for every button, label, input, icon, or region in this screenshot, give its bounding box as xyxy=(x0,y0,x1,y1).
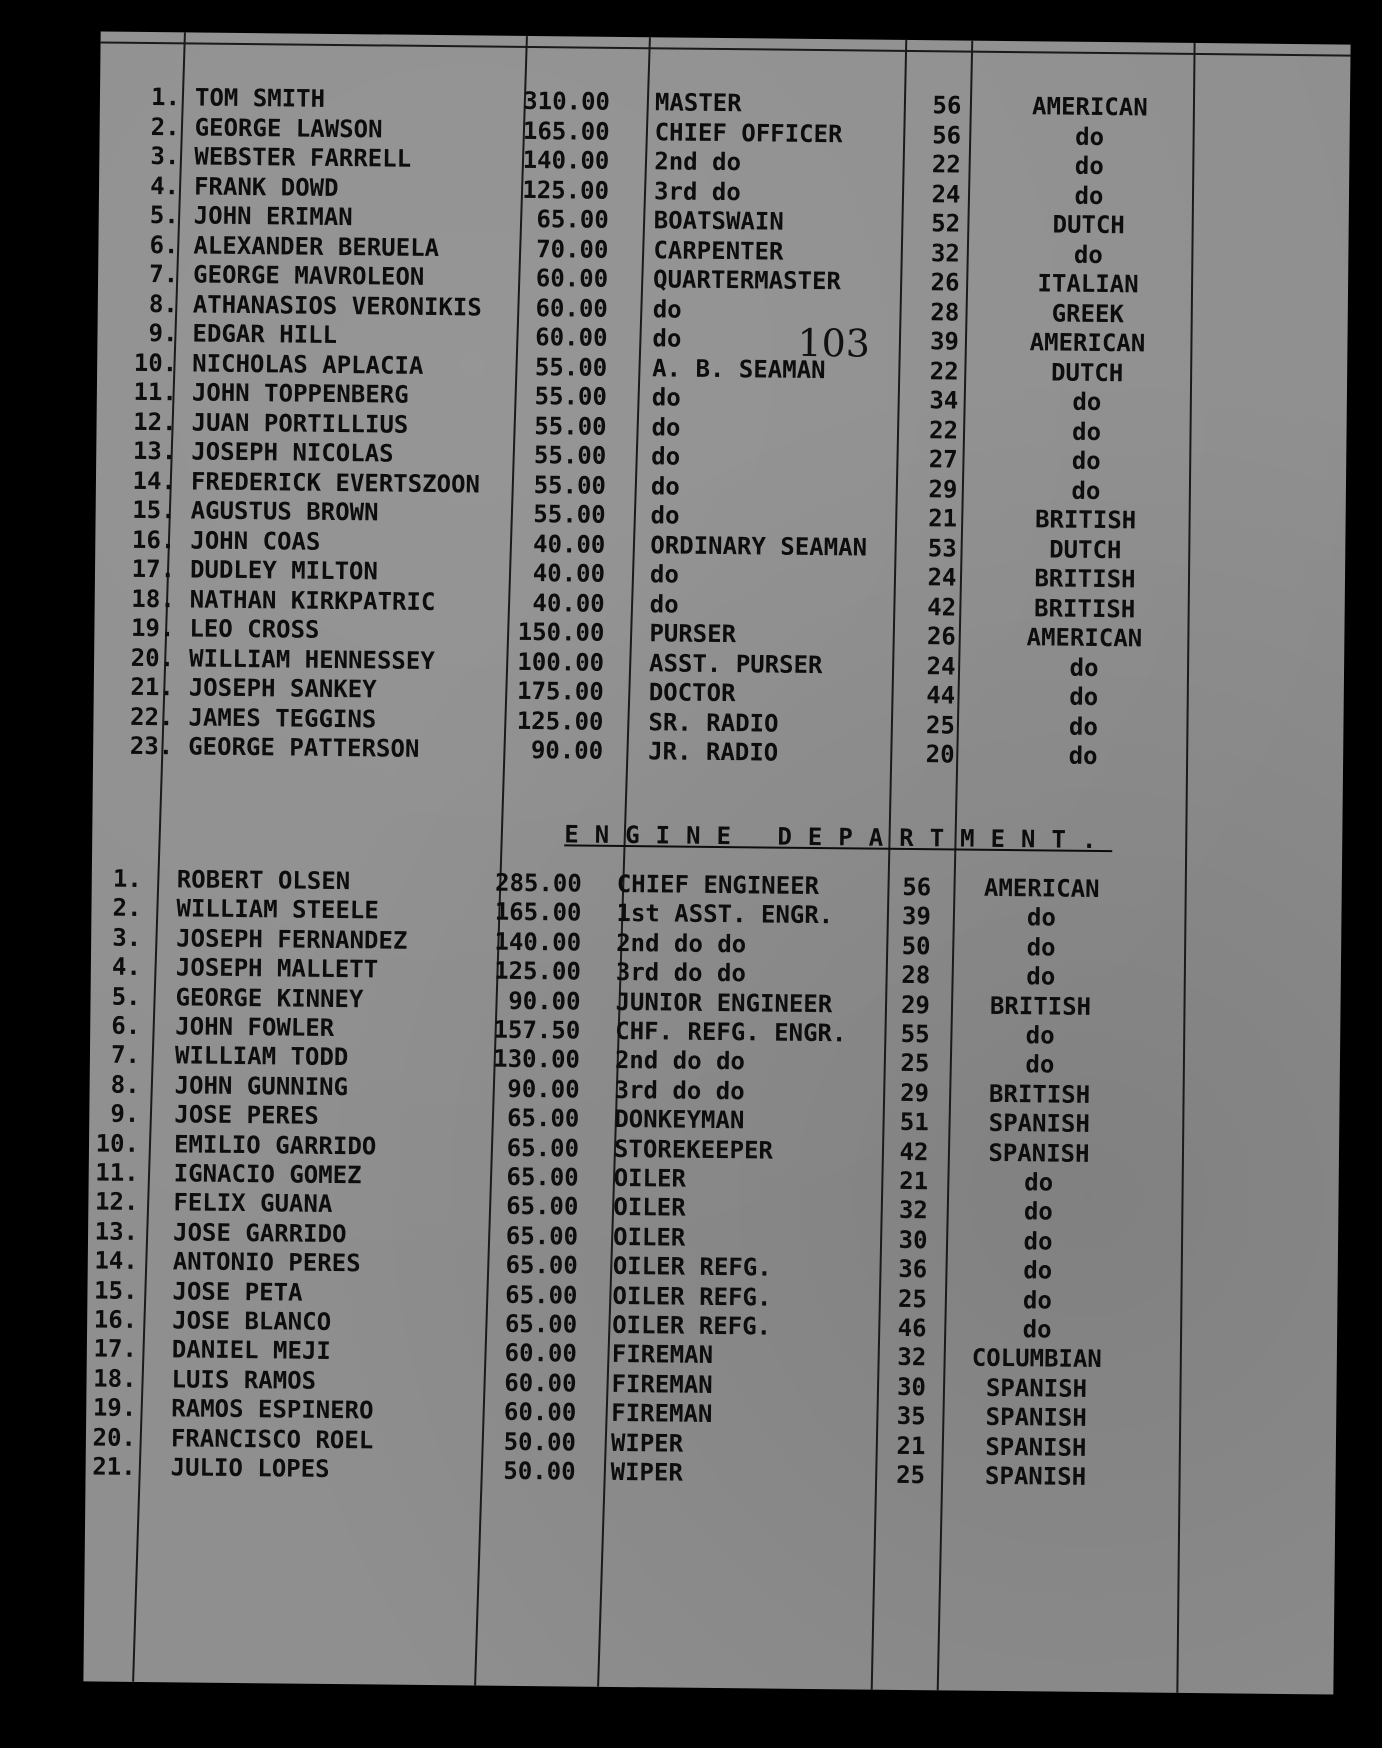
crew-wages: 65.00 xyxy=(505,1221,579,1251)
crew-nationality: do xyxy=(1069,682,1099,711)
crew-number: 2. xyxy=(112,894,142,923)
crew-age: 39 xyxy=(901,902,932,931)
crew-wages: 140.00 xyxy=(494,927,582,957)
crew-rank: 2nd do do xyxy=(616,928,747,959)
crew-number: 22. xyxy=(129,702,174,731)
crew-nationality: BRITISH xyxy=(1034,564,1136,594)
crew-rank: 3rd do do xyxy=(614,1075,745,1106)
crew-name: EMILIO GARRIDO xyxy=(173,1129,377,1161)
crew-rank: PURSER xyxy=(649,619,737,649)
crew-age: 21 xyxy=(896,1431,926,1460)
crew-name: NATHAN KIRKPATRIC xyxy=(189,584,436,616)
crew-wages: 125.00 xyxy=(522,175,610,205)
crew-nationality: DUTCH xyxy=(1052,210,1125,240)
crew-nationality: AMERICAN xyxy=(1029,328,1146,358)
crew-rank: DONKEYMAN xyxy=(614,1105,745,1135)
crew-nationality: do xyxy=(1073,240,1103,269)
crew-wages: 55.00 xyxy=(533,500,606,529)
crew-nationality: do xyxy=(1025,1021,1055,1050)
crew-wages: 65.00 xyxy=(505,1280,578,1310)
crew-rank: FIREMAN xyxy=(611,1399,713,1429)
crew-rank: 3rd do xyxy=(653,176,741,206)
crew-nationality: SPANISH xyxy=(984,1461,1087,1491)
crew-age: 51 xyxy=(899,1108,929,1137)
crew-number: 13. xyxy=(94,1217,139,1246)
crew-rank: do xyxy=(650,471,680,501)
crew-age: 28 xyxy=(930,297,960,327)
crew-number: 23. xyxy=(129,731,174,761)
crew-name: NICHOLAS APLACIA xyxy=(192,348,424,380)
crew-name: AGUSTUS BROWN xyxy=(190,496,379,527)
crew-name: GEORGE PATTERSON xyxy=(188,732,420,763)
crew-age: 21 xyxy=(928,504,958,533)
crew-number: 18. xyxy=(131,584,175,613)
crew-rank: SR. RADIO xyxy=(648,707,779,738)
crew-name: ROBERT OLSEN xyxy=(176,865,351,896)
crew-wages: 40.00 xyxy=(532,588,605,618)
crew-rank: do xyxy=(649,589,679,619)
crew-name: WEBSTER FARRELL xyxy=(194,142,412,173)
crew-age: 35 xyxy=(896,1402,926,1431)
crew-rank: A. B. SEAMAN xyxy=(652,353,826,384)
crew-rank: OILER xyxy=(613,1193,686,1223)
crew-age: 21 xyxy=(899,1166,929,1196)
crew-name: JULIO LOPES xyxy=(170,1453,330,1483)
crew-nationality: do xyxy=(1024,1168,1054,1197)
crew-nationality: do xyxy=(1071,446,1101,475)
crew-number: 14. xyxy=(94,1246,138,1276)
crew-name: JOHN TOPPENBERG xyxy=(191,378,409,409)
crew-name: DUDLEY MILTON xyxy=(189,555,379,586)
crew-wages: 310.00 xyxy=(523,86,611,116)
crew-name: JOHN COAS xyxy=(190,525,321,556)
crew-age: 53 xyxy=(927,533,957,562)
crew-name: ANTONIO PERES xyxy=(172,1247,361,1278)
engine-crew-list xyxy=(92,863,1342,1491)
crew-wages: 165.00 xyxy=(494,898,582,927)
crew-name: ALEXANDER BERUELA xyxy=(193,230,440,262)
crew-rank: do xyxy=(652,294,682,324)
crew-number: 10. xyxy=(95,1129,140,1158)
crew-wages: 90.00 xyxy=(530,736,604,765)
crew-number: 5. xyxy=(111,982,141,1011)
crew-nationality: do xyxy=(1023,1227,1053,1256)
crew-number: 14. xyxy=(132,466,177,495)
crew-age: 29 xyxy=(900,1078,930,1108)
crew-name: JOSEPH MALLETT xyxy=(175,953,379,984)
crew-wages: 55.00 xyxy=(534,411,607,441)
crew-rank: CHIEF ENGINEER xyxy=(616,869,820,901)
crew-number: 15. xyxy=(93,1276,138,1305)
crew-nationality: do xyxy=(1022,1285,1053,1315)
crew-age: 24 xyxy=(926,651,956,680)
crew-rank: do xyxy=(651,412,681,442)
sheet-number-stamp: 103 xyxy=(797,320,871,366)
crew-rank: WIPER xyxy=(610,1428,684,1458)
top-rule xyxy=(101,41,1351,56)
crew-rank: OILER REFG. xyxy=(612,1310,772,1341)
crew-rank: STOREKEEPER xyxy=(613,1134,774,1165)
crew-name: GEORGE KINNEY xyxy=(175,982,364,1013)
crew-name: EDGAR HILL xyxy=(192,319,338,349)
crew-number: 8. xyxy=(148,289,178,318)
crew-age: 22 xyxy=(931,150,961,179)
crew-wages: 285.00 xyxy=(494,868,582,898)
crew-nationality: DUTCH xyxy=(1050,357,1124,387)
crew-nationality: ITALIAN xyxy=(1037,269,1139,299)
crew-number: 1. xyxy=(150,83,181,112)
crew-age: 55 xyxy=(900,1019,930,1049)
crew-age: 24 xyxy=(927,563,957,592)
crew-rank: JR. RADIO xyxy=(648,737,779,767)
crew-wages: 175.00 xyxy=(516,676,604,706)
crew-wages: 55.00 xyxy=(533,470,607,500)
crew-rank: do xyxy=(651,383,681,412)
crew-wages: 60.00 xyxy=(504,1339,577,1368)
crew-age: 30 xyxy=(896,1372,927,1402)
crew-name: JOSE GARRIDO xyxy=(172,1218,347,1248)
crew-number: 11. xyxy=(133,377,178,407)
crew-name: GEORGE LAWSON xyxy=(194,112,383,143)
crew-number: 19. xyxy=(130,613,175,643)
crew-wages: 125.00 xyxy=(516,706,604,736)
crew-number: 8. xyxy=(110,1070,140,1099)
crew-wages: 100.00 xyxy=(517,647,605,677)
crew-name: FRANCISCO ROEL xyxy=(170,1423,374,1455)
crew-name: JOSEPH FERNANDEZ xyxy=(176,924,408,955)
crew-name: JOSEPH SANKEY xyxy=(188,673,377,704)
crew-wages: 40.00 xyxy=(532,529,606,559)
crew-wages: 65.00 xyxy=(536,205,609,234)
crew-nationality: do xyxy=(1072,387,1102,416)
crew-nationality: do xyxy=(1026,962,1056,991)
crew-wages: 140.00 xyxy=(522,145,610,175)
crew-rank: do xyxy=(650,501,680,530)
crew-age: 32 xyxy=(898,1196,928,1225)
crew-nationality: do xyxy=(1069,653,1099,682)
crew-nationality: BRITISH xyxy=(988,1079,1091,1109)
crew-number: 21. xyxy=(130,672,174,702)
crew-name: LUIS RAMOS xyxy=(171,1365,317,1395)
crew-age: 25 xyxy=(897,1284,928,1313)
crew-age: 24 xyxy=(931,179,961,209)
crew-rank: do xyxy=(649,560,680,589)
crew-rank: MASTER xyxy=(654,88,742,118)
crew-wages: 65.00 xyxy=(506,1133,580,1163)
crew-nationality: COLUMBIAN xyxy=(971,1344,1102,1374)
crew-number: 13. xyxy=(132,436,177,466)
crew-age: 25 xyxy=(900,1049,930,1078)
crew-nationality: do xyxy=(1074,151,1104,181)
crew-number: 20. xyxy=(92,1423,137,1452)
crew-nationality: SPANISH xyxy=(985,1432,1087,1462)
crew-wages: 65.00 xyxy=(505,1192,579,1221)
crew-age: 32 xyxy=(930,238,961,268)
crew-wages: 55.00 xyxy=(533,441,607,470)
crew-number: 19. xyxy=(92,1393,137,1423)
crew-name: JOHN GUNNING xyxy=(174,1071,349,1101)
crew-number: 11. xyxy=(95,1158,139,1187)
crew-age: 46 xyxy=(897,1313,927,1343)
crew-nationality: do xyxy=(1075,122,1105,151)
crew-name: JOSEPH NICOLAS xyxy=(191,437,394,468)
crew-age: 25 xyxy=(925,710,956,739)
crew-number: 21. xyxy=(92,1452,136,1481)
crew-age: 39 xyxy=(929,327,960,356)
crew-rank: FIREMAN xyxy=(611,1340,714,1370)
crew-name: WILLIAM STEELE xyxy=(176,894,379,925)
crew-wages: 65.00 xyxy=(506,1104,580,1133)
crew-wages: 40.00 xyxy=(532,559,606,588)
crew-nationality: AMERICAN xyxy=(1031,92,1148,122)
crew-rank: DOCTOR xyxy=(648,678,736,708)
crew-rank: OILER xyxy=(613,1163,687,1193)
crew-age: 56 xyxy=(902,872,932,902)
crew-nationality: AMERICAN xyxy=(1026,623,1143,653)
crew-name: FELIX GUANA xyxy=(173,1188,333,1219)
crew-number: 6. xyxy=(149,230,179,259)
crew-rank: CARPENTER xyxy=(653,235,784,266)
crew-number: 16. xyxy=(131,525,176,554)
crew-nationality: BRITISH xyxy=(989,991,1092,1021)
crew-age: 44 xyxy=(926,681,956,710)
crew-age: 50 xyxy=(901,931,931,961)
crew-nationality: do xyxy=(1025,1050,1055,1079)
crew-wages: 157.50 xyxy=(493,1015,581,1045)
crew-number: 20. xyxy=(130,643,175,672)
crew-wages: 65.00 xyxy=(506,1162,579,1192)
crew-nationality: do xyxy=(1023,1256,1053,1285)
crew-age: 26 xyxy=(926,622,956,651)
crew-age: 30 xyxy=(898,1225,928,1255)
crew-nationality: AMERICAN xyxy=(983,873,1100,904)
crew-nationality: BRITISH xyxy=(1034,505,1137,535)
crew-age: 20 xyxy=(925,740,955,769)
crew-rank: 1st ASST. ENGR. xyxy=(616,899,834,930)
crew-rank: do xyxy=(651,442,681,471)
crew-age: 28 xyxy=(901,961,931,990)
crew-rank: 3rd do do xyxy=(615,958,747,988)
crew-name: RAMOS ESPINERO xyxy=(171,1394,374,1425)
crew-nationality: do xyxy=(1074,181,1104,210)
crew-nationality: do xyxy=(1023,1197,1053,1226)
crew-number: 9. xyxy=(110,1099,140,1129)
crew-wages: 90.00 xyxy=(507,1074,580,1104)
crew-name: GEORGE MAVROLEON xyxy=(192,260,425,291)
crew-wages: 55.00 xyxy=(534,352,608,382)
crew-name: TOM SMITH xyxy=(194,83,326,113)
crew-age: 42 xyxy=(899,1137,929,1166)
crew-age: 29 xyxy=(900,990,931,1019)
crew-nationality: SPANISH xyxy=(985,1373,1088,1403)
crew-name: WILLIAM HENNESSEY xyxy=(188,643,435,675)
crew-name: FREDERICK EVERTSZOON xyxy=(190,466,481,498)
crew-wages: 60.00 xyxy=(535,264,609,293)
crew-nationality: SPANISH xyxy=(985,1403,1087,1433)
crew-name: WILLIAM TODD xyxy=(174,1041,349,1072)
crew-age: 26 xyxy=(930,268,960,297)
crew-name: DANIEL MEJI xyxy=(171,1335,331,1366)
crew-nationality: do xyxy=(1022,1315,1052,1344)
crew-age: 22 xyxy=(928,415,959,444)
crew-number: 5. xyxy=(149,201,179,230)
crew-age: 36 xyxy=(898,1255,928,1284)
crew-nationality: BRITISH xyxy=(1033,593,1136,623)
crew-number: 3. xyxy=(112,923,142,952)
crew-rank: ORDINARY SEAMAN xyxy=(650,530,868,562)
crew-wages: 65.00 xyxy=(505,1250,578,1280)
crew-rank: OILER xyxy=(612,1222,686,1252)
crew-age: 52 xyxy=(931,209,961,238)
crew-rank: CHIEF OFFICER xyxy=(654,117,843,148)
crew-rank: QUARTERMASTER xyxy=(652,265,842,296)
crew-number: 12. xyxy=(133,407,177,436)
crew-rank: BOATSWAIN xyxy=(653,206,784,236)
crew-wages: 70.00 xyxy=(536,234,609,264)
crew-number: 6. xyxy=(111,1011,141,1040)
crew-nationality: do xyxy=(1068,712,1099,741)
crew-nationality: DUTCH xyxy=(1049,534,1122,564)
crew-name: JOSE BLANCO xyxy=(172,1306,332,1336)
crew-name: JOSE PERES xyxy=(174,1100,319,1131)
crew-number: 4. xyxy=(111,952,142,982)
crew-age: 32 xyxy=(897,1343,927,1372)
crew-age: 25 xyxy=(896,1460,926,1490)
crew-rank: FIREMAN xyxy=(611,1369,713,1399)
engine-department-heading: ENGINE DEPARTMENT. xyxy=(564,820,1113,855)
crew-nationality: SPANISH xyxy=(988,1109,1091,1139)
crew-wages: 50.00 xyxy=(503,1456,576,1486)
crew-wages: 60.00 xyxy=(535,293,608,323)
crew-name: JOHN ERIMAN xyxy=(193,201,353,232)
crew-nationality: GREEK xyxy=(1051,298,1125,328)
crew-number: 10. xyxy=(133,348,178,377)
crew-wages: 165.00 xyxy=(522,116,610,146)
crew-number: 3. xyxy=(150,142,180,171)
crew-age: 22 xyxy=(929,356,959,386)
crew-number: 1. xyxy=(112,864,142,893)
crew-name: ATHANASIOS VERONIKIS xyxy=(192,289,482,322)
crew-rank: 2nd do do xyxy=(614,1046,746,1076)
crew-age: 27 xyxy=(928,445,958,474)
crew-list-sheet xyxy=(83,32,1350,1695)
crew-name: JAMES TEGGINS xyxy=(188,702,377,733)
crew-number: 17. xyxy=(131,554,176,584)
crew-age: 34 xyxy=(929,386,959,415)
crew-number: 4. xyxy=(150,171,180,200)
crew-nationality: SPANISH xyxy=(988,1138,1090,1168)
crew-number: 9. xyxy=(148,319,178,348)
crew-number: 12. xyxy=(94,1187,139,1217)
crew-wages: 60.00 xyxy=(535,323,608,352)
crew-rank: OILER REFG. xyxy=(612,1281,772,1312)
crew-age: 42 xyxy=(927,592,957,621)
crew-number: 16. xyxy=(93,1305,138,1334)
crew-nationality: do xyxy=(1071,417,1102,446)
crew-wages: 65.00 xyxy=(504,1309,578,1339)
crew-number: 2. xyxy=(150,112,180,141)
crew-name: JOSE PETA xyxy=(172,1276,303,1307)
crew-wages: 90.00 xyxy=(508,986,581,1016)
crew-wages: 130.00 xyxy=(493,1045,581,1074)
crew-nationality: do xyxy=(1026,933,1056,962)
crew-name: IGNACIO GOMEZ xyxy=(173,1159,362,1190)
crew-wages: 125.00 xyxy=(494,956,582,986)
crew-rank: CHF. REFG. ENGR. xyxy=(615,1016,847,1048)
crew-age: 56 xyxy=(932,120,962,150)
crew-name: JUAN PORTILLIUS xyxy=(191,407,409,439)
crew-nationality: do xyxy=(1026,903,1057,932)
crew-rank: do xyxy=(652,324,682,353)
crew-wages: 60.00 xyxy=(504,1368,577,1398)
crew-wages: 60.00 xyxy=(503,1397,577,1427)
crew-number: 18. xyxy=(93,1364,137,1393)
crew-rank: 2nd do xyxy=(654,147,742,177)
crew-number: 7. xyxy=(110,1041,141,1070)
crew-rank: JUNIOR ENGINEER xyxy=(615,987,833,1018)
crew-number: 7. xyxy=(149,260,179,289)
crew-number: 15. xyxy=(132,495,176,525)
crew-number: 17. xyxy=(93,1334,138,1364)
crew-nationality: do xyxy=(1068,741,1098,770)
crew-rank: OILER REFG. xyxy=(612,1252,772,1282)
crew-rank: ASST. PURSER xyxy=(648,648,823,679)
crew-nationality: do xyxy=(1071,476,1101,505)
crew-name: JOHN FOWLER xyxy=(175,1012,335,1042)
crew-age: 56 xyxy=(932,91,962,120)
crew-name: LEO CROSS xyxy=(189,614,320,644)
crew-rank: WIPER xyxy=(610,1457,684,1487)
crew-wages: 55.00 xyxy=(534,382,608,411)
crew-name: FRANK DOWD xyxy=(193,171,339,202)
crew-wages: 150.00 xyxy=(517,617,605,647)
crew-wages: 50.00 xyxy=(503,1427,577,1457)
crew-age: 29 xyxy=(928,474,958,503)
